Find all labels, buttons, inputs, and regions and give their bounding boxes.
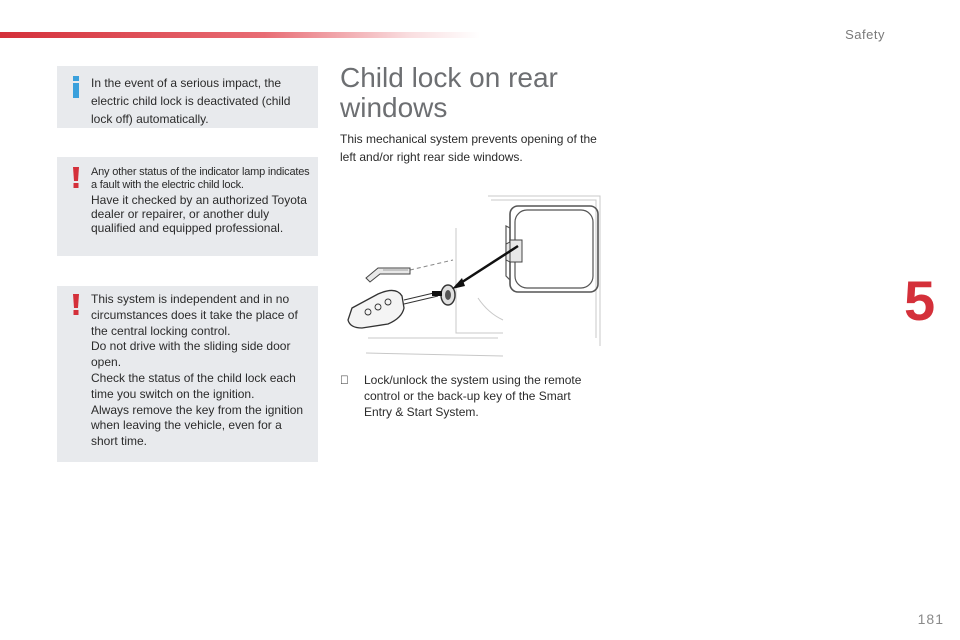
warning-text-independent: This system is independent and in no circumstances does it take the place of the central locking control. <box>91 292 298 338</box>
page-title-line1: Child lock on rear <box>340 62 558 93</box>
warning-text-fault: Any other status of the indicator lamp indicates a fault with the electric child lock. <box>91 166 310 191</box>
warning-box-indicator <box>57 157 318 256</box>
page-number: 181 <box>917 611 944 627</box>
info-box <box>57 66 318 128</box>
key-blade <box>366 268 410 282</box>
dashed-guide <box>410 260 453 270</box>
info-text: In the event of a serious impact, the electric child lock is deactivated (child lock off) automatically. <box>91 76 291 126</box>
intro-paragraph: This mechanical system prevents opening of the left and/or right rear side windows. <box>340 132 597 164</box>
info-icon <box>69 76 83 98</box>
chapter-number: 5 <box>904 269 936 332</box>
warning-text-door: Do not drive with the sliding side door open. <box>91 339 291 370</box>
warning-text-key: Always remove the key from the ignition when leaving the vehicle, even for a short time. <box>91 402 304 449</box>
child-lock-illustration <box>338 188 608 363</box>
warning-text-dealer: Have it checked by an authorized Toyota dealer or repairer, or another duly qualified and equipped professional. <box>91 193 307 235</box>
page-title-line2: windows <box>340 92 448 123</box>
header-accent-bar <box>0 32 480 38</box>
page-title <box>340 63 558 123</box>
warning-icon <box>69 294 83 316</box>
warning-box-system <box>57 286 318 462</box>
step-bullet <box>340 372 349 388</box>
door-outline <box>366 196 600 356</box>
step-text: Lock/unlock the system using the remote control or the back-up key of the Smart Entry & Start System. <box>364 373 582 419</box>
remote-key-fob <box>348 290 442 328</box>
warning-icon <box>69 167 83 189</box>
section-title: Safety <box>845 27 885 42</box>
lock-knob <box>441 285 455 305</box>
arrow <box>456 246 518 286</box>
warning-text-check: Check the status of the child lock each time you switch on the ignition. <box>91 370 296 401</box>
